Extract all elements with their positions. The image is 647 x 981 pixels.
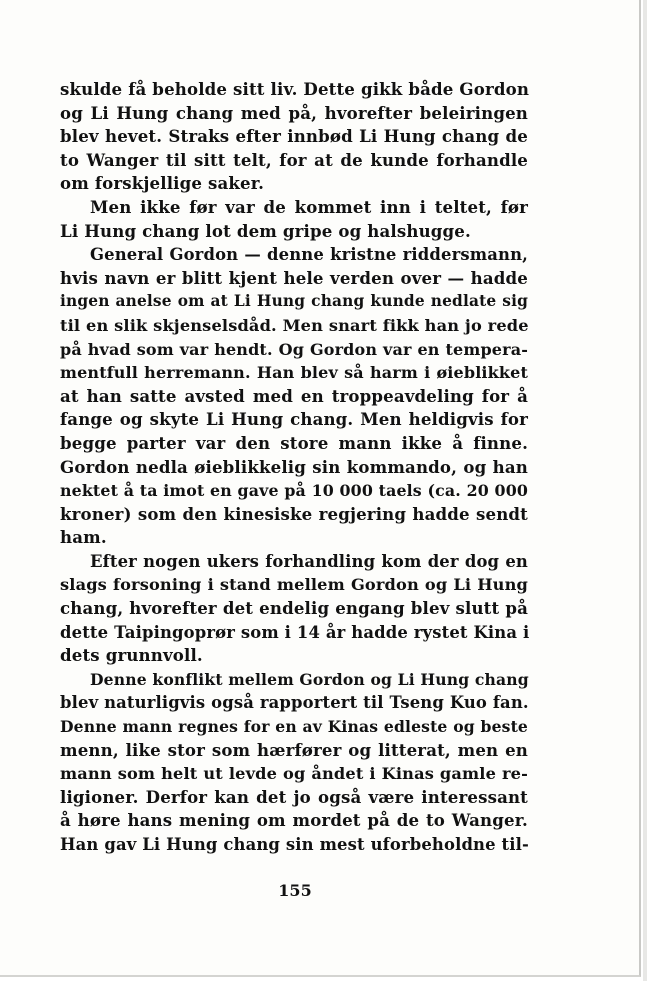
text-line: ingen anelse om at Li Hung chang kunde nedlate sig <box>60 292 528 311</box>
text-line: Men ikke før var de kommet inn i teltet, før <box>90 196 528 217</box>
text-line: hvis navn er blitt kjent hele verden over — hadde <box>60 267 528 288</box>
text-line: blev hevet. Straks efter innbød Li Hung chang de <box>60 126 528 147</box>
text-line: Denne konflikt mellem Gordon og Li Hung chang <box>90 669 529 689</box>
text-line: ligioner. Derfor kan det jo også være interessant <box>60 786 528 807</box>
text-line: nektet å ta imot en gave på 10 000 taels (ca. 20 000 <box>60 481 528 501</box>
text-line: Efter nogen ukers forhandling kom der dog en <box>90 551 528 571</box>
text-line: om forskjellige saker. <box>60 173 265 194</box>
text-line: mentfull herremann. Han blev så harm i øieblikket <box>60 363 528 383</box>
text-line: blev naturligvis også rapportert til Tseng Kuo fan. <box>60 693 529 713</box>
text-line: begge parter var den store mann ikke å finne. <box>60 432 528 453</box>
scan-edge <box>643 0 647 981</box>
text-line: menn, like stor som hærfører og litterat, men en <box>60 739 528 760</box>
text-line: dets grunnvoll. <box>60 645 203 666</box>
text-line: ham. <box>60 527 107 548</box>
text-line: chang, hvorefter det endelig engang blev slutt på <box>60 598 528 619</box>
text-line: Li Hung chang lot dem gripe og halshugge. <box>60 220 471 241</box>
text-line: at han satte avsted med en troppeavdeling for å <box>60 385 528 406</box>
text-line: å høre hans mening om mordet på de to Wanger. <box>60 810 528 831</box>
text-line: på hvad som var hendt. Og Gordon var en tempera- <box>60 339 528 359</box>
text-line: mann som helt ut levde og åndet i Kinas gamle re- <box>60 764 528 784</box>
text-line: kroner) som den kinesiske regjering hadde sendt <box>60 503 528 524</box>
text-line: fange og skyte Li Hung chang. Men heldigvis for <box>60 409 528 430</box>
text-line: Gordon nedla øieblikkelig sin kommando, og han <box>60 456 528 477</box>
text-line: Denne mann regnes for en av Kinas edleste og beste <box>60 717 528 737</box>
text-line: dette Taipingoprør som i 14 år hadde rystet Kina i <box>60 622 530 642</box>
text-line: til en slik skjenselsdåd. Men snart fikk han jo rede <box>60 315 529 335</box>
text-line: slags forsoning i stand mellem Gordon og Li Hung <box>60 575 528 595</box>
text-line: skulde få beholde sitt liv. Dette gikk både Gordon <box>60 79 530 99</box>
body-text <box>60 78 528 857</box>
text-line: to Wanger til sitt telt, for at de kunde forhandle <box>60 149 528 170</box>
text-line: og Li Hung chang med på, hvorefter beleiringen <box>60 102 528 123</box>
text-line: General Gordon — denne kristne riddersmann, <box>90 245 528 265</box>
page-number: 155 <box>278 881 312 900</box>
text-line: Han gav Li Hung chang sin mest uforbeholdne til- <box>60 835 529 854</box>
